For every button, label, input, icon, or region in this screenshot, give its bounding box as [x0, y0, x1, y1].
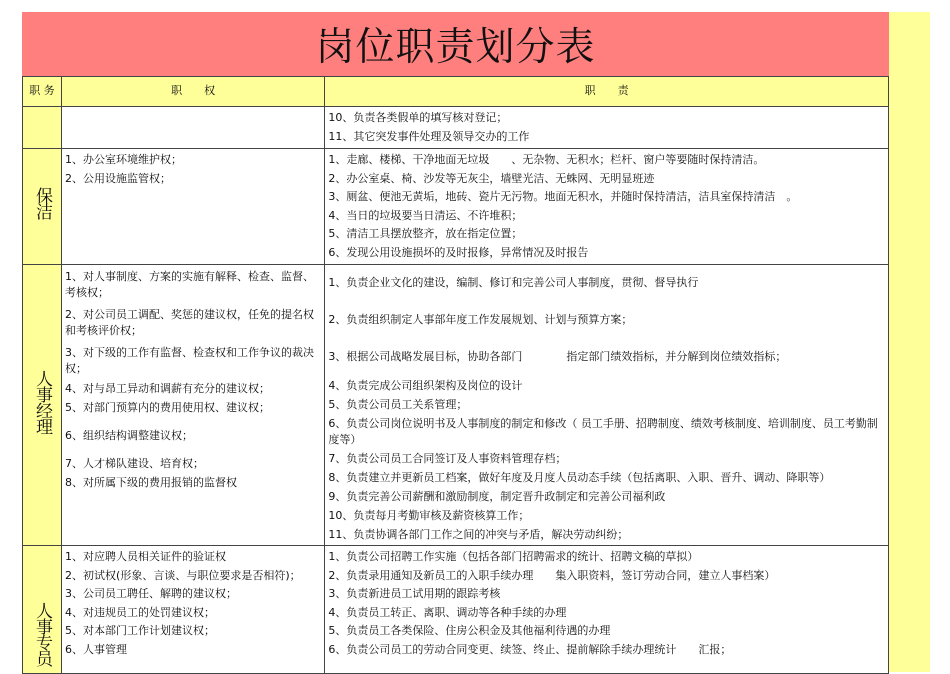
- duty-item: 10、负责每月考勤审核及薪资核算工作；: [328, 509, 530, 522]
- role-label: 保洁: [32, 187, 53, 220]
- role-cell: [23, 149, 62, 265]
- duty-item: 7、负责公司员工合同签订及人事资料管理存档；: [328, 452, 567, 465]
- right-margin-column: [889, 12, 930, 672]
- role-label: 人事专员: [32, 602, 53, 666]
- authority-item: 1、对人事制度、方案的实施有解释、检查、监督、考核权；: [65, 270, 315, 299]
- authority-item: 3、公司员工聘任、解聘的建议权；: [65, 587, 238, 600]
- authority-item: 7、人才梯队建设、培育权；: [65, 457, 205, 470]
- duty-cell: [325, 107, 889, 149]
- duty-table-sheet: [22, 12, 889, 674]
- duty-item: 1、负责公司招聘工作实施（包括各部门招聘需求的统计、招聘文稿的草拟）: [328, 550, 699, 563]
- duty-item: 4、当日的垃圾要当日清运、不许堆积；: [328, 208, 523, 222]
- authority-cell: [62, 546, 325, 674]
- authority-item: 2、对公司员工调配、奖惩的建议权，任免的提名权和考核评价权；: [65, 308, 315, 337]
- authority-item: 1、办公室环境维护权；: [65, 153, 183, 166]
- role-cell: [23, 546, 62, 674]
- duty-cell: [325, 265, 889, 546]
- authority-item: 4、对违规员工的处罚建议权；: [65, 605, 216, 619]
- duty-item: 10、负责各类假单的填写核对登记；: [328, 111, 508, 124]
- authority-item: 4、对与昂工异动和调薪有充分的建议权；: [65, 382, 271, 395]
- role-cell: [23, 107, 62, 149]
- duty-item: 6、负责公司岗位说明书及人事制度的制定和修改（ 员工手册、招聘制度、绩效考核制度、培训制度、员工考勤制度等）: [328, 417, 878, 446]
- duty-item: 5、负责员工各类保险、住房公积金及其他福利待遇的办理: [328, 624, 611, 637]
- authority-cell: [62, 149, 325, 265]
- authority-item: 5、对本部门工作计划建议权；: [65, 624, 216, 637]
- table-row: [23, 107, 889, 149]
- duty-item: 3、负责新进员工试用期的跟踪考核: [328, 587, 501, 600]
- duty-item: 3、根据公司战略发展目标，协助各部门 指定部门绩效指标，并分解到岗位绩效指标；: [328, 350, 787, 363]
- table-row: [23, 546, 889, 674]
- header-role: 职 务: [23, 77, 62, 107]
- duty-item: 4、负责员工转正、离职、调动等各种手续的办理: [328, 605, 567, 619]
- authority-item: 2、初试权(形象、言谈、与职位要求是否相符)；: [65, 568, 301, 582]
- authority-cell: [62, 107, 325, 149]
- duty-item: 9、负责完善公司薪酬和激励制度，制定晋升政制定和完善公司福利政: [328, 490, 666, 503]
- table-row: [23, 265, 889, 546]
- duty-cell: [325, 149, 889, 265]
- title-bar: [22, 12, 889, 76]
- duty-item: 2、负责组织制定人事部年度工作发展规划、计划与预算方案；: [328, 313, 633, 326]
- authority-item: 2、公用设施监管权；: [65, 171, 172, 185]
- header-duty: 职 责: [325, 77, 889, 107]
- duty-item: 11、其它突发事件处理及领导交办的工作: [328, 129, 530, 143]
- duty-item: 5、清洁工具摆放整齐，放在指定位置；: [328, 227, 523, 240]
- duty-item: 4、负责完成公司组织架构及岗位的设计: [328, 379, 523, 392]
- duty-item: 1、负责企业文化的建设，编制、修订和完善公司人事制度，贯彻、督导执行: [328, 276, 699, 289]
- role-cell: [23, 265, 62, 546]
- authority-item: 1、对应聘人员相关证件的验证权: [65, 550, 227, 563]
- table-row: [23, 149, 889, 265]
- duty-item: 8、负责建立并更新员工档案，做好年度及月度人员动态手续（包括离职、入职、晋升、调动、降职等）: [328, 471, 831, 484]
- table-header-row: [23, 77, 889, 107]
- duty-item: 2、负责录用通知及新员工的入职手续办理 集入职资料，签订劳动合同，建立人事档案）: [328, 568, 776, 582]
- authority-item: 5、对部门预算内的费用使用权、建议权；: [65, 401, 271, 414]
- authority-item: 6、组织结构调整建议权；: [65, 429, 194, 442]
- duty-cell: [325, 546, 889, 674]
- authority-cell: [62, 265, 325, 546]
- authority-item: 6、人事管理: [65, 642, 128, 656]
- duty-item: 6、负责公司员工的劳动合同变更、续签、终止、提前解除手续办理统计 汇报；: [328, 642, 732, 656]
- duty-table: [22, 76, 889, 674]
- duty-item: 5、负责公司员工关系管理；: [328, 398, 468, 411]
- duty-item: 1、走廊、楼梯、干净地面无垃圾 、无杂物、无积水；栏杆、窗户等要随时保持清洁。: [328, 153, 765, 166]
- duty-item: 3、厕盆、便池无黄垢，地砖、瓷片无污物。地面无积水，并随时保持清洁，洁具室保持清洁 。: [328, 190, 798, 203]
- authority-item: 8、对所属下级的费用报销的监督权: [65, 476, 238, 489]
- duty-item: 11、负责协调各部门工作之间的冲突与矛盾，解决劳动纠纷；: [328, 528, 629, 541]
- page-title: 岗位职责划分表: [315, 25, 596, 70]
- duty-item: 2、办公室桌、椅、沙发等无灰尘，墙壁光洁、无蛛网、无明显班迹: [328, 171, 655, 185]
- authority-item: 3、对下级的工作有监督、检查权和工作争议的裁决权；: [65, 346, 315, 375]
- header-authority: 职 权: [62, 77, 325, 107]
- duty-item: 6、发现公用设施损坏的及时报修，异常情况及时报告: [328, 245, 589, 259]
- role-label: 人事经理: [32, 369, 53, 434]
